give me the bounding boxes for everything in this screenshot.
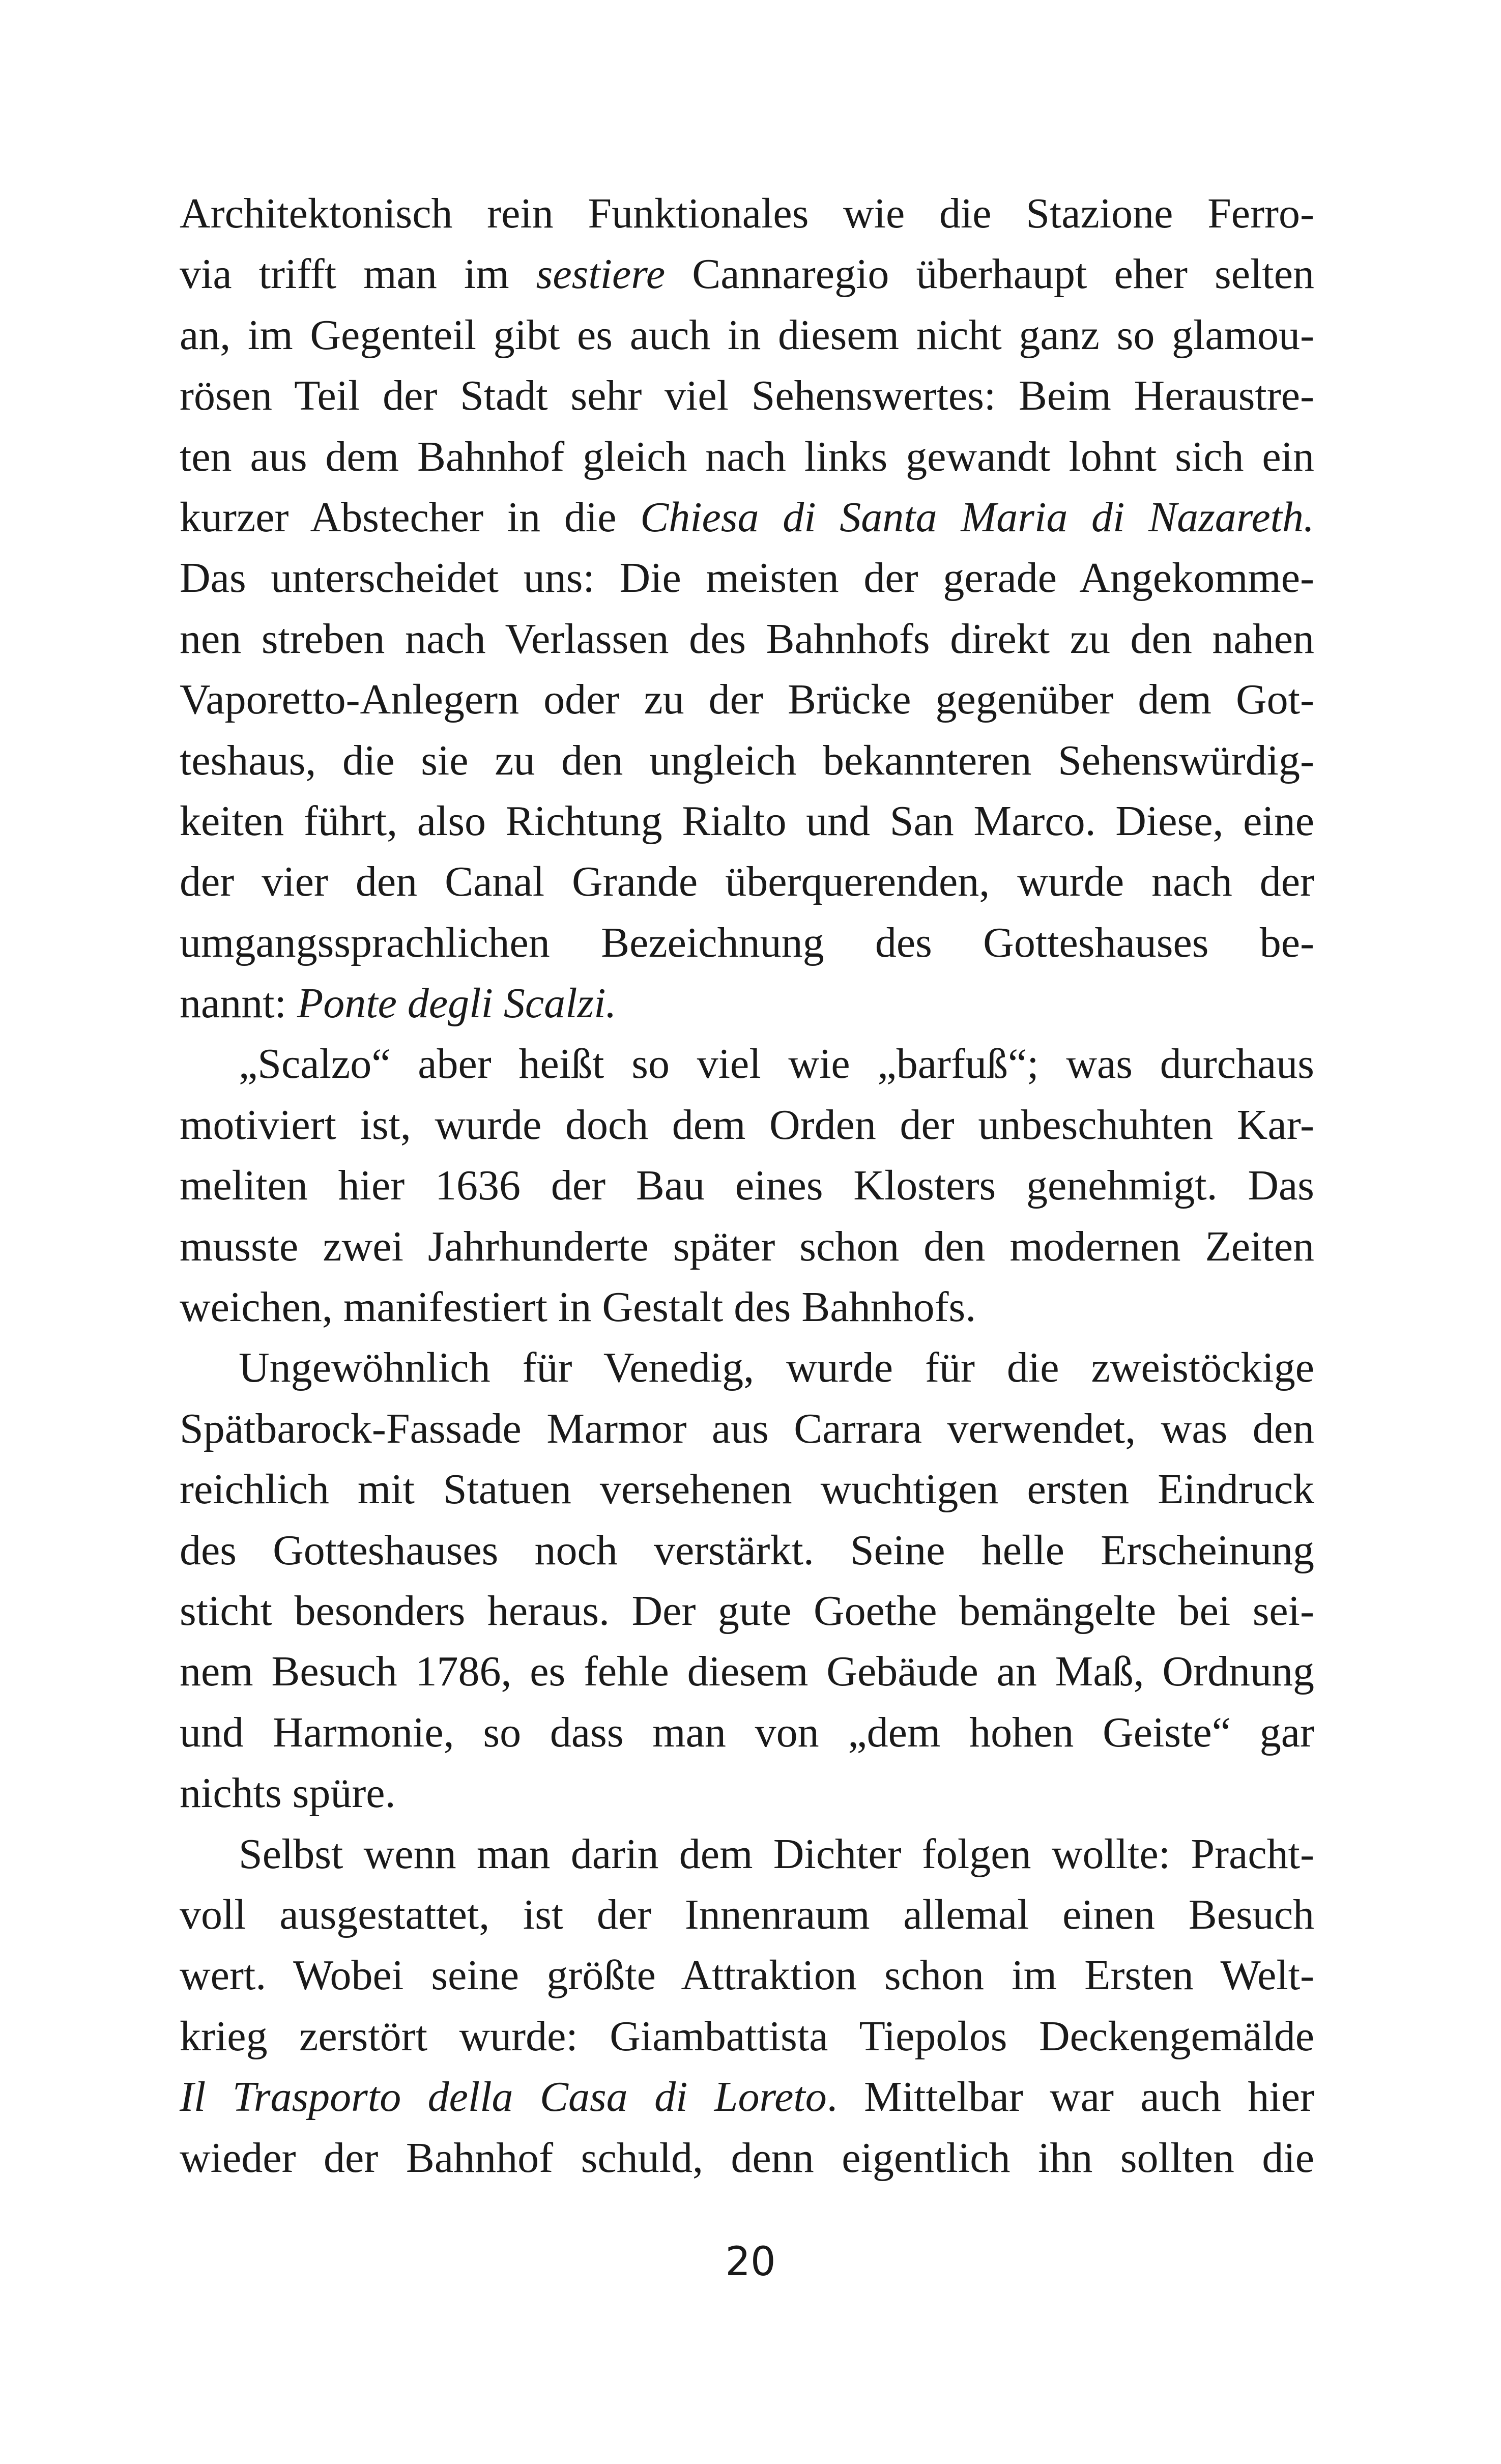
text-run: reichlich mit Statuen versehenen wuchtigen ersten Eindruck <box>180 1466 1314 1513</box>
text-line <box>180 851 1314 912</box>
text-line <box>180 2006 1314 2067</box>
text-run: Ungewöhnlich für Venedig, wurde für die zweistöckige <box>239 1344 1314 1392</box>
text-run: des Gotteshauses noch verstärkt. Seine helle Erscheinung <box>180 1526 1314 1574</box>
text-line <box>180 1277 1314 1337</box>
text-line <box>180 1337 1314 1398</box>
text-run: an, im Gegenteil gibt es auch in diesem nicht ganz so glamou- <box>180 311 1314 359</box>
text-run: Selbst wenn man darin dem Dichter folgen wollte: Pracht- <box>239 1830 1314 1878</box>
paragraph <box>180 1337 1314 1823</box>
italic-text: sestiere <box>536 250 666 298</box>
italic-text: Il Trasporto della Casa di Loreto <box>180 2073 827 2121</box>
italic-text: Chiesa di Santa Maria di Nazareth. <box>640 493 1314 541</box>
text-run: Cannaregio überhaupt eher selten <box>665 250 1314 298</box>
text-run: motiviert ist, wurde doch dem Orden der unbeschuhten Kar- <box>180 1101 1314 1149</box>
text-run: Das unterscheidet uns: Die meisten der gerade Angekomme- <box>180 554 1314 602</box>
text-line <box>180 791 1314 851</box>
text-line <box>180 973 1314 1034</box>
text-run: Vaporetto-Anlegern oder zu der Brücke gegenüber dem Got- <box>180 676 1314 724</box>
text-run: Spätbarock-Fassade Marmor aus Carrara verwendet, was den <box>180 1405 1314 1452</box>
text-line <box>180 244 1314 304</box>
text-run: wieder der Bahnhof schuld, denn eigentlich ihn sollten die <box>180 2134 1314 2182</box>
text-line <box>180 1824 1314 1884</box>
text-run: umgangssprachlichen Bezeichnung des Gotteshauses be- <box>180 919 1314 966</box>
text-line <box>180 1581 1314 1641</box>
text-line <box>180 1945 1314 2005</box>
text-run: nem Besuch 1786, es fehle diesem Gebäude an Maß, Ordnung <box>180 1648 1314 1696</box>
text-run: krieg zerstört wurde: Giambattista Tiepolos Deckengemälde <box>180 2012 1314 2060</box>
text-line <box>180 2128 1314 2188</box>
paragraph <box>180 1824 1314 2188</box>
text-line <box>180 730 1314 791</box>
paragraph <box>180 1034 1314 1337</box>
text-run: rösen Teil der Stadt sehr viel Sehenswertes: Beim Heraustre- <box>180 372 1314 420</box>
text-line <box>180 609 1314 669</box>
text-run: nen streben nach Verlassen des Bahnhofs direkt zu den nahen <box>180 615 1314 663</box>
page-number: 20 <box>725 2239 776 2285</box>
text-line <box>180 548 1314 608</box>
text-run: nannt: <box>180 980 297 1027</box>
text-run: musste zwei Jahrhunderte später schon den modernen Zeiten <box>180 1222 1314 1270</box>
text-run: „Scalzo“ aber heißt so viel wie „barfuß“; was durchaus <box>239 1040 1314 1088</box>
text-run: keiten führt, also Richtung Rialto und San Marco. Diese, eine <box>180 797 1314 845</box>
body-text <box>180 183 1314 2188</box>
text-run: teshaus, die sie zu den ungleich bekannteren Sehenswürdig- <box>180 736 1314 784</box>
text-line <box>180 1520 1314 1581</box>
text-run: der vier den Canal Grande überquerenden, wurde nach der <box>180 858 1314 906</box>
text-line <box>180 1763 1314 1823</box>
text-run: weichen, manifestiert in Gestalt des Bahnhofs. <box>180 1283 976 1331</box>
text-run: ten aus dem Bahnhof gleich nach links gewandt lohnt sich ein <box>180 433 1314 480</box>
text-line <box>180 2067 1314 2127</box>
text-line <box>180 426 1314 487</box>
text-line <box>180 183 1314 244</box>
text-line <box>180 1095 1314 1155</box>
text-line <box>180 365 1314 426</box>
text-run: kurzer Abstecher in die <box>180 493 641 541</box>
paragraph <box>180 183 1314 1034</box>
text-run: voll ausgestattet, ist der Innenraum allemal einen Besuch <box>180 1890 1314 1938</box>
text-line <box>180 1216 1314 1277</box>
text-run: Architektonisch rein Funktionales wie die Stazione Ferro- <box>180 190 1314 237</box>
text-line <box>180 1884 1314 1945</box>
text-run: nichts spüre. <box>180 1769 396 1817</box>
text-line <box>180 912 1314 973</box>
text-run: meliten hier 1636 der Bau eines Klosters genehmigt. Das <box>180 1162 1314 1210</box>
text-line <box>180 1702 1314 1763</box>
text-run: . Mittelbar war auch hier <box>826 2073 1314 2121</box>
text-line <box>180 669 1314 730</box>
text-line <box>180 1034 1314 1094</box>
italic-text: Ponte degli Scalzi. <box>297 980 617 1027</box>
text-line <box>180 1459 1314 1520</box>
text-line <box>180 1641 1314 1702</box>
text-run: wert. Wobei seine größte Attraktion schon im Ersten Welt- <box>180 1952 1314 1999</box>
text-run: sticht besonders heraus. Der gute Goethe bemängelte bei sei- <box>180 1587 1314 1635</box>
text-line <box>180 1155 1314 1216</box>
text-line <box>180 1398 1314 1459</box>
text-run: via trifft man im <box>180 250 536 298</box>
text-line <box>180 305 1314 365</box>
text-run: und Harmonie, so dass man von „dem hohen Geiste“ gar <box>180 1708 1314 1756</box>
text-line <box>180 487 1314 548</box>
